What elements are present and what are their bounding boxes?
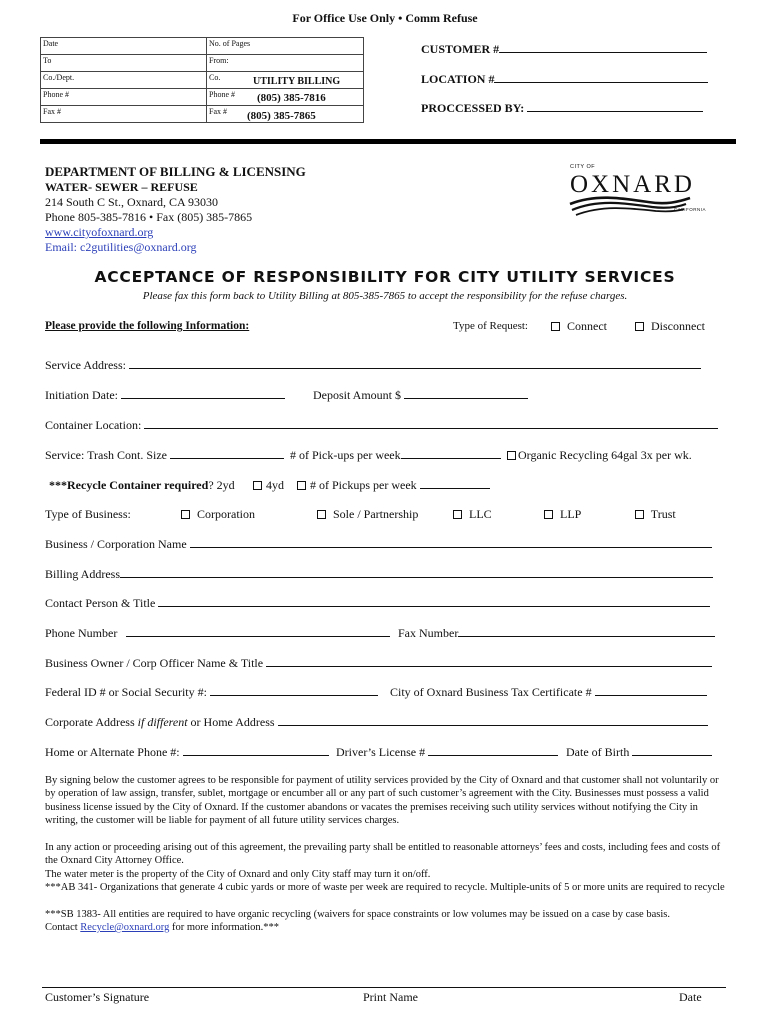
federal-id-label: Federal ID # or Social Security #: — [45, 685, 207, 699]
office-use-title: For Office Use Only • Comm Refuse — [292, 11, 478, 25]
trash-size-field[interactable] — [45, 448, 284, 463]
llp-option[interactable] — [544, 507, 581, 522]
home-phone-label: Home or Alternate Phone #: — [45, 745, 180, 759]
contact-person-field[interactable] — [45, 596, 710, 611]
print-name-label: Print Name — [363, 990, 418, 1004]
customer-signature-label: Customer’s Signature — [45, 990, 150, 1004]
organic-checkbox[interactable] — [507, 451, 516, 460]
office-fax-value: (805) 385-7865 — [247, 110, 316, 122]
corporation-label: Corporation — [197, 507, 255, 521]
location-number-line[interactable] — [494, 72, 708, 83]
tax-cert-label: City of Oxnard Business Tax Certificate # — [390, 685, 592, 699]
sole-label: Sole / Partnership — [333, 507, 419, 521]
office-codept-label: Co./Dept. — [43, 73, 75, 82]
contact-person-line[interactable] — [158, 596, 710, 607]
office-date-label: Date — [43, 39, 59, 48]
corporate-address-line[interactable] — [278, 715, 708, 726]
office-phone-value: (805) 385-7816 — [257, 92, 326, 104]
recycle-pickups-option[interactable] — [297, 478, 490, 493]
recycle-pickups-line[interactable] — [420, 478, 490, 489]
recycle-email-link[interactable]: Recycle@oxnard.org — [80, 922, 170, 933]
organic-option[interactable] — [507, 448, 692, 463]
processed-by-field[interactable] — [421, 101, 703, 116]
office-fax2-label: Fax # — [209, 107, 227, 116]
connect-checkbox[interactable] — [551, 322, 560, 331]
connect-option[interactable] — [551, 319, 607, 334]
phone-number-line[interactable] — [126, 626, 390, 637]
office-co-value: UTILITY BILLING — [253, 76, 341, 87]
organic-label: Organic Recycling 64gal 3x per wk. — [518, 448, 692, 462]
sole-option[interactable] — [317, 507, 418, 522]
phone-number-label: Phone Number — [45, 626, 118, 640]
billing-address-field[interactable] — [45, 567, 713, 582]
office-phone2-cell — [207, 89, 364, 106]
legal-paragraph-contact — [45, 921, 725, 934]
deposit-amount-line[interactable] — [404, 388, 528, 399]
office-pages-cell[interactable] — [207, 38, 364, 55]
contact-person-label: Contact Person & Title — [45, 596, 156, 610]
processed-by-line[interactable] — [527, 101, 703, 112]
office-phone-cell[interactable] — [41, 89, 207, 106]
business-owner-field[interactable] — [45, 656, 712, 671]
customer-number-field[interactable] — [421, 42, 707, 57]
office-pages-label: No. of Pages — [209, 39, 251, 48]
customer-number-line[interactable] — [499, 42, 707, 53]
date-of-birth-label: Date of Birth — [566, 745, 630, 759]
header-divider — [40, 139, 736, 144]
business-owner-label: Business Owner / Corp Officer Name & Title — [45, 656, 264, 670]
office-co-label: Co. — [209, 73, 221, 82]
billing-address-line[interactable] — [120, 567, 713, 578]
fax-number-line[interactable] — [458, 626, 715, 637]
service-address-line[interactable] — [129, 358, 701, 369]
type-request-label: Type of Request: — [453, 320, 528, 332]
legal-paragraph-meter: The water meter is the property of the City of Oxnard and only City staff may turn it on/off. — [45, 869, 431, 880]
office-to-label: To — [43, 56, 52, 65]
recycle-pickups-checkbox[interactable] — [297, 481, 306, 490]
legal-paragraph-sb1383: ***SB 1383- All entities are required to have organic recycling (waivers for space constraints or low volumes may be issued on a case by case basis. — [45, 909, 670, 920]
recycle-label: Recycle Container required — [67, 478, 209, 492]
trust-label: Trust — [650, 507, 676, 521]
date-of-birth-line[interactable] — [632, 745, 712, 756]
corporation-option[interactable] — [181, 507, 255, 522]
office-from-cell[interactable] — [207, 55, 364, 72]
recycle-pickups-label: # of Pickups per week — [310, 478, 417, 492]
llc-checkbox[interactable] — [453, 510, 462, 519]
container-location-label: Container Location: — [45, 418, 142, 432]
llp-checkbox[interactable] — [544, 510, 553, 519]
initiation-date-line[interactable] — [121, 388, 285, 399]
provide-info-heading: Please provide the following Information: — [45, 320, 250, 332]
office-codept-cell[interactable] — [41, 72, 207, 89]
processed-by-label: PROCCESSED BY: — [421, 101, 525, 115]
fax-number-field[interactable] — [398, 626, 715, 641]
recycle-4yd-checkbox[interactable] — [253, 481, 262, 490]
department-website-link[interactable]: www.cityofoxnard.org — [45, 225, 154, 239]
trust-option[interactable] — [635, 507, 676, 522]
logo-state: CALIFORNIA — [674, 207, 707, 212]
drivers-license-label: Driver’s License # — [336, 745, 426, 759]
department-services: WATER- SEWER – REFUSE — [45, 180, 198, 194]
type-business-label: Type of Business: — [45, 507, 131, 521]
office-date-cell[interactable] — [41, 38, 207, 55]
connect-label: Connect — [567, 319, 607, 333]
office-phone-label: Phone # — [43, 90, 69, 99]
logo-city-of: CITY OF — [570, 164, 596, 170]
recycle-2yd-label: ? 2yd — [208, 478, 235, 492]
tax-cert-field[interactable] — [390, 685, 707, 700]
initiation-date-label: Initiation Date: — [45, 388, 118, 402]
billing-address-label: Billing Address — [45, 567, 121, 581]
tax-cert-line[interactable] — [595, 685, 707, 696]
business-name-field[interactable] — [45, 537, 712, 552]
home-phone-line[interactable] — [183, 745, 329, 756]
deposit-amount-field[interactable] — [313, 388, 528, 403]
department-phone-fax: Phone 805-385-7816 • Fax (805) 385-7865 — [45, 210, 253, 224]
department-address: 214 South C St., Oxnard, CA 93030 — [45, 195, 219, 209]
location-number-field[interactable] — [421, 72, 708, 87]
home-phone-field[interactable] — [45, 745, 329, 760]
corporate-address-if-different: if different — [137, 715, 188, 729]
pickups-label: # of Pick-ups per week — [290, 448, 401, 462]
contact-suffix: for more information.*** — [169, 922, 280, 933]
pickups-line[interactable] — [401, 448, 501, 459]
form-title: ACCEPTANCE OF RESPONSIBILITY FOR CITY UTILITY SERVICES — [94, 268, 676, 286]
legal-paragraph-agreement: By signing below the customer agrees to be responsible for payment of utility services provided by the City of Oxnard and that customer shall not voluntarily or by operation of law assign, transfer, sublet, mortgage or encumber all or any part of such customer’s agreement with the City. Businesses must possess a valid business license issued by the City of Oxnard. If the customer abandons or vacates the premises receiving such utility services without notifying the City in writing, the customer will be liable for payment of all future utility services charges. — [45, 775, 719, 827]
pickups-field[interactable] — [290, 448, 501, 463]
recycle-4yd-option[interactable] — [253, 478, 284, 493]
fax-number-label: Fax Number — [398, 626, 459, 640]
trust-checkbox[interactable] — [635, 510, 644, 519]
legal-paragraph-attorney: In any action or proceeding arising out of this agreement, the prevailing party shall be entitled to reasonable attorneys’ fees and costs, including fees and costs of the Oxnard City Attorney Office. — [45, 842, 721, 867]
contact-prefix: Contact — [45, 922, 81, 933]
service-address-label: Service Address: — [45, 358, 126, 372]
container-location-field[interactable] — [45, 418, 718, 433]
legal-paragraph-ab341: ***AB 341- Organizations that generate 4 cubic yards or more of waste per week are required to recycle. Multiple-units of 5 or more units are required to recycle — [45, 882, 725, 893]
initiation-date-field[interactable] — [45, 388, 285, 403]
office-co-cell — [207, 72, 364, 89]
office-phone2-label: Phone # — [209, 90, 235, 99]
office-use-table — [40, 37, 364, 123]
drivers-license-line[interactable] — [428, 745, 558, 756]
corporation-checkbox[interactable] — [181, 510, 190, 519]
customer-number-label: CUSTOMER # — [421, 42, 500, 56]
business-name-label: Business / Corporation Name — [45, 537, 187, 551]
logo-wave-icon — [566, 194, 716, 218]
llp-label: LLP — [560, 507, 582, 521]
corporate-address-field[interactable] — [45, 715, 708, 730]
trash-size-line[interactable] — [170, 448, 284, 459]
department-email[interactable]: Email: c2gutilities@oxnard.org — [45, 240, 197, 254]
disconnect-checkbox[interactable] — [635, 322, 644, 331]
disconnect-label: Disconnect — [651, 319, 705, 333]
office-fax-cell[interactable] — [41, 106, 207, 123]
date-of-birth-field[interactable] — [566, 745, 712, 760]
business-owner-line[interactable] — [266, 656, 712, 667]
disconnect-option[interactable] — [635, 319, 705, 334]
signature-date-label: Date — [679, 990, 702, 1004]
recycle-prefix: *** — [49, 478, 67, 492]
logo-wordmark: OXNARD — [570, 171, 695, 198]
deposit-amount-label: Deposit Amount $ — [313, 388, 402, 402]
oxnard-logo — [566, 164, 716, 220]
service-address-field[interactable] — [45, 358, 701, 373]
corporate-address-home: or Home Address — [190, 715, 275, 729]
office-fax2-cell — [207, 106, 364, 123]
business-name-line[interactable] — [190, 537, 712, 548]
form-subtitle: Please fax this form back to Utility Billing at 805-385-7865 to accept the responsibility for the refuse charges. — [142, 290, 628, 302]
llc-option[interactable] — [453, 507, 492, 522]
container-location-line[interactable] — [144, 418, 718, 429]
llc-label: LLC — [469, 507, 492, 521]
recycle-4yd-label: 4yd — [266, 478, 284, 492]
phone-number-field[interactable] — [45, 626, 390, 641]
federal-id-line[interactable] — [210, 685, 378, 696]
office-to-cell[interactable] — [41, 55, 207, 72]
trash-size-label: Service: Trash Cont. Size — [45, 448, 167, 462]
office-from-label: From: — [209, 56, 229, 65]
location-number-label: LOCATION # — [421, 72, 495, 86]
recycle-row — [49, 478, 235, 493]
department-name: DEPARTMENT OF BILLING & LICENSING — [45, 164, 306, 179]
sole-checkbox[interactable] — [317, 510, 326, 519]
signature-line[interactable] — [42, 987, 726, 988]
federal-id-field[interactable] — [45, 685, 378, 700]
drivers-license-field[interactable] — [336, 745, 558, 760]
office-fax-label: Fax # — [43, 107, 61, 116]
corporate-address-label: Corporate Address — [45, 715, 135, 729]
